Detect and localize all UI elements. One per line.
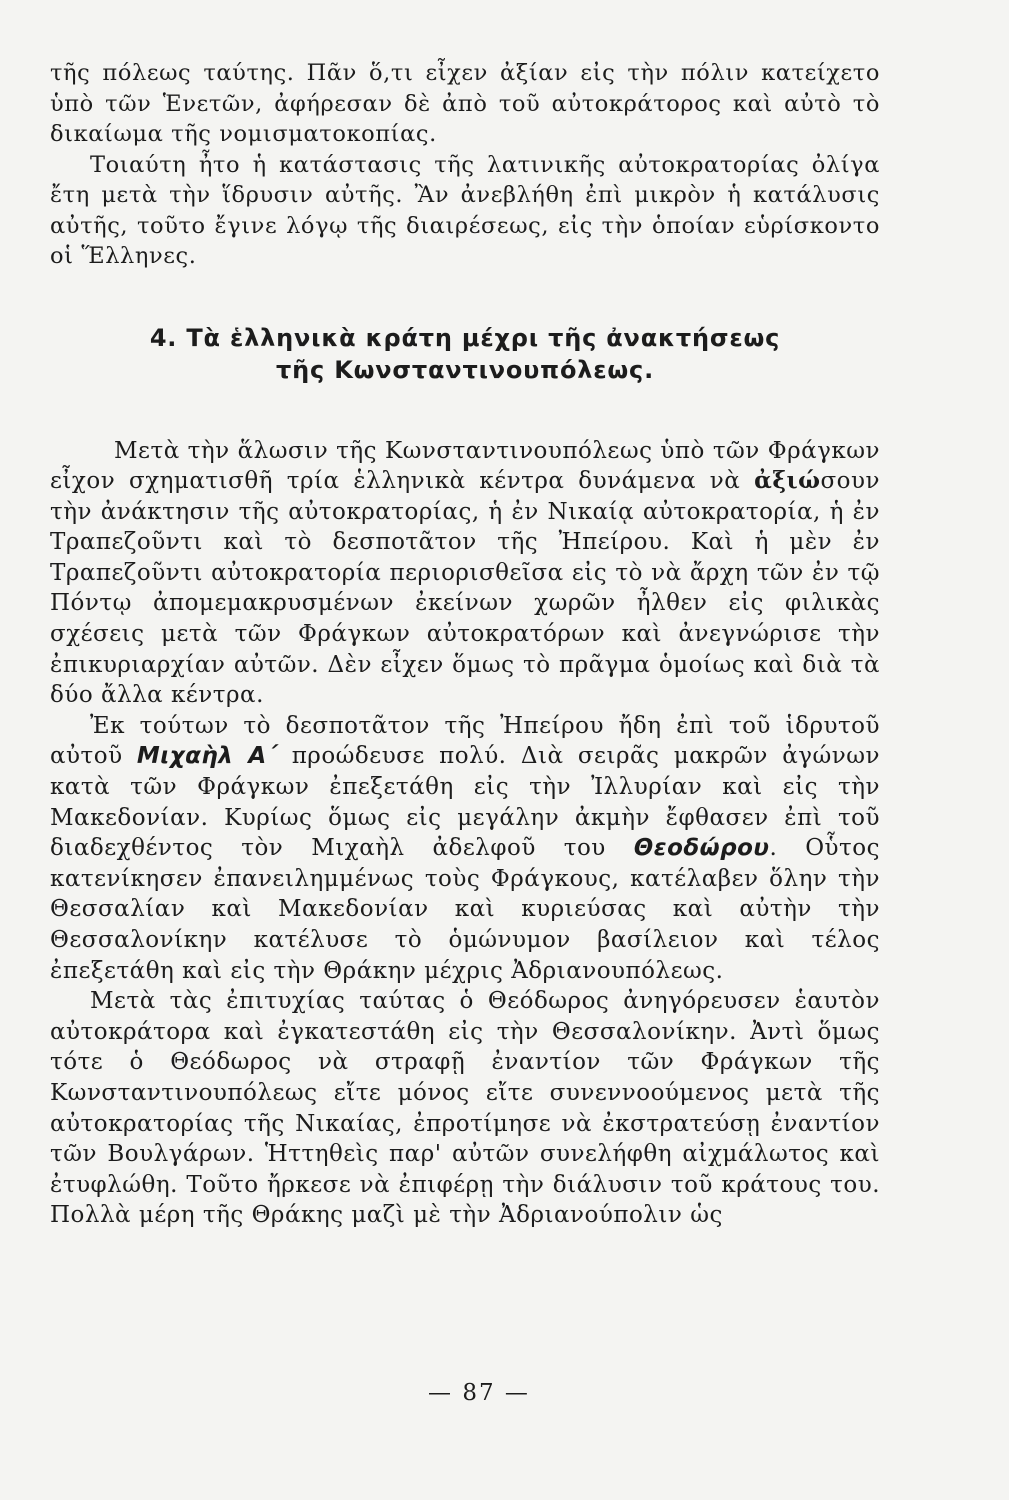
- bold-word: ἀξιώ: [754, 467, 821, 495]
- body-text-run: Μετὰ τὴν ἅλωσιν τῆς Κωνσταντινουπόλεως ὑπὸ τῶν Φράγκων εἶχον σχηματισθῆ τρία ἑλληνικὰ κέντρα δυνάμενα νὰ: [50, 437, 880, 495]
- body-paragraph-3: Μετὰ τὰς ἐπιτυχίας ταύτας ὁ Θεόδωρος ἀνηγόρευσεν ἑαυτὸν αὐτοκράτορα καὶ ἐγκατεστάθη εἰς τὴν Θεσσαλονίκην. Ἀντὶ ὅμως τότε ὁ Θεόδωρος νὰ στραφῇ ἐναντίον τῶν Φράγκων τῆς Κωνσταντινουπόλεως εἴτε μόνος εἴτε συνεννοούμενος μετὰ τῆς αὐτοκρατορίας τῆς Νικαίας, ἐπροτίμησε νὰ ἐκστρατεύσῃ ἐναντίον τῶν Βουλγάρων. Ἡττηθεὶς παρ' αὐτῶν συνελήφθη αἰχμάλωτος καὶ ἐτυφλώθη. Τοῦτο ἤρκεσε νὰ ἐπιφέρῃ τὴν διάλυσιν τοῦ κράτους του. Πολλὰ μέρη τῆς Θράκης μαζὶ μὲ τὴν Ἀδριανούπολιν ὡς: [50, 988, 880, 1229]
- name-theodore: Θεοδώρου: [633, 835, 770, 862]
- intro-section: [50, 58, 880, 272]
- body-text-run: σουν τὴν ἀνάκτησιν τῆς αὐτοκρατορίας, ἡ ἐν Νικαίᾳ αὐτοκρατορία, ἡ ἐν Τραπεζοῦντι καὶ τὸ δεσποτᾶτον τῆς Ἠπείρου. Καὶ ἡ μὲν ἐν Τραπεζοῦντι αὐτοκρατορία περιορισθεῖσα εἰς τὸ νὰ ἄρχη τῶν ἐν τῷ Πόντῳ ἀπομεμακρυσμένων ἐκείνων χωρῶν ἦλθεν εἰς φιλικὰς σχέσεις μετὰ τῶν Φράγκων αὐτοκρατόρων καὶ ἀνεγνώρισε τὴν ἐπικυριαρχίαν αὐτῶν. Δὲν εἶχεν ὅμως τὸ πρᾶγμα ὁμοίως καὶ διὰ τὰ δύο ἄλλα κέντρα.: [50, 468, 880, 709]
- body-text-run: προώδευσε πολύ. Διὰ σειρᾶς μακρῶν ἀγώνων κατὰ τῶν Φράγκων ἐπεξετάθη εἰς τὴν Ἰλλυρίαν καὶ εἰς τὴν Μακεδονίαν. Κυρίως ὅμως εἰς μεγάλην ἀκμὴν ἔφθασεν ἐπὶ τοῦ διαδεχθέντος τὸν Μιχαὴλ ἀδελφοῦ του: [50, 743, 880, 862]
- page-number: — 87 —: [428, 1380, 530, 1406]
- section-heading-line-1: 4. Τὰ ἑλληνικὰ κράτη μέχρι τῆς ἀνακτήσεως: [149, 323, 781, 352]
- page-content: [50, 58, 880, 1231]
- name-michael: Μιχαὴλ Α΄: [136, 743, 278, 770]
- body-paragraph-2: [50, 711, 880, 986]
- body-text-run: Ἐκ τούτων τὸ δεσποτᾶτον τῆς Ἠπείρου ἤδη ἐπὶ τοῦ ἱδρυτοῦ αὐτοῦ: [50, 712, 880, 770]
- body-paragraph-1: [50, 436, 880, 711]
- intro-paragraph-1: τῆς πόλεως ταύτης. Πᾶν ὅ,τι εἶχεν ἀξίαν εἰς τὴν πόλιν κατείχετο ὑπὸ τῶν Ἑνετῶν, ἀφήρεσαν δὲ ἀπὸ τοῦ αὐτοκράτορος καὶ αὐτὸ τὸ δικαίωμα τῆς νομισματοκοπίας.: [50, 60, 880, 147]
- body-text-run: . Οὗτος κατενίκησεν ἐπανειλημμένως τοὺς Φράγκους, κατέλαβεν ὅλην τὴν Θεσσαλίαν καὶ Μακεδονίαν καὶ κυριεύσας καὶ αὐτὴν τὴν Θεσσαλονίκην κατέλυσε τὸ ὁμώνυμον βασίλειον καὶ τέλος ἐπεξετάθη καὶ εἰς τὴν Θράκην μέχρις Ἀδριανουπόλεως.: [50, 835, 880, 984]
- section-body: [50, 436, 880, 1231]
- intro-paragraph-2: Τοιαύτη ἦτο ἡ κατάστασις τῆς λατινικῆς αὐτοκρατορίας ὀλίγα ἔτη μετὰ τὴν ἵδρυσιν αὐτῆς. Ἂν ἀνεβλήθη ἐπὶ μικρὸν ἡ κατάλυσις αὐτῆς, τοῦτο ἔγινε λόγῳ τῆς διαιρέσεως, εἰς τὴν ὁποίαν εὑρίσκοντο οἱ Ἕλληνες.: [50, 151, 880, 269]
- section-heading-line-2: τῆς Κωνσταντινουπόλεως.: [276, 355, 654, 384]
- section-heading: [50, 322, 880, 386]
